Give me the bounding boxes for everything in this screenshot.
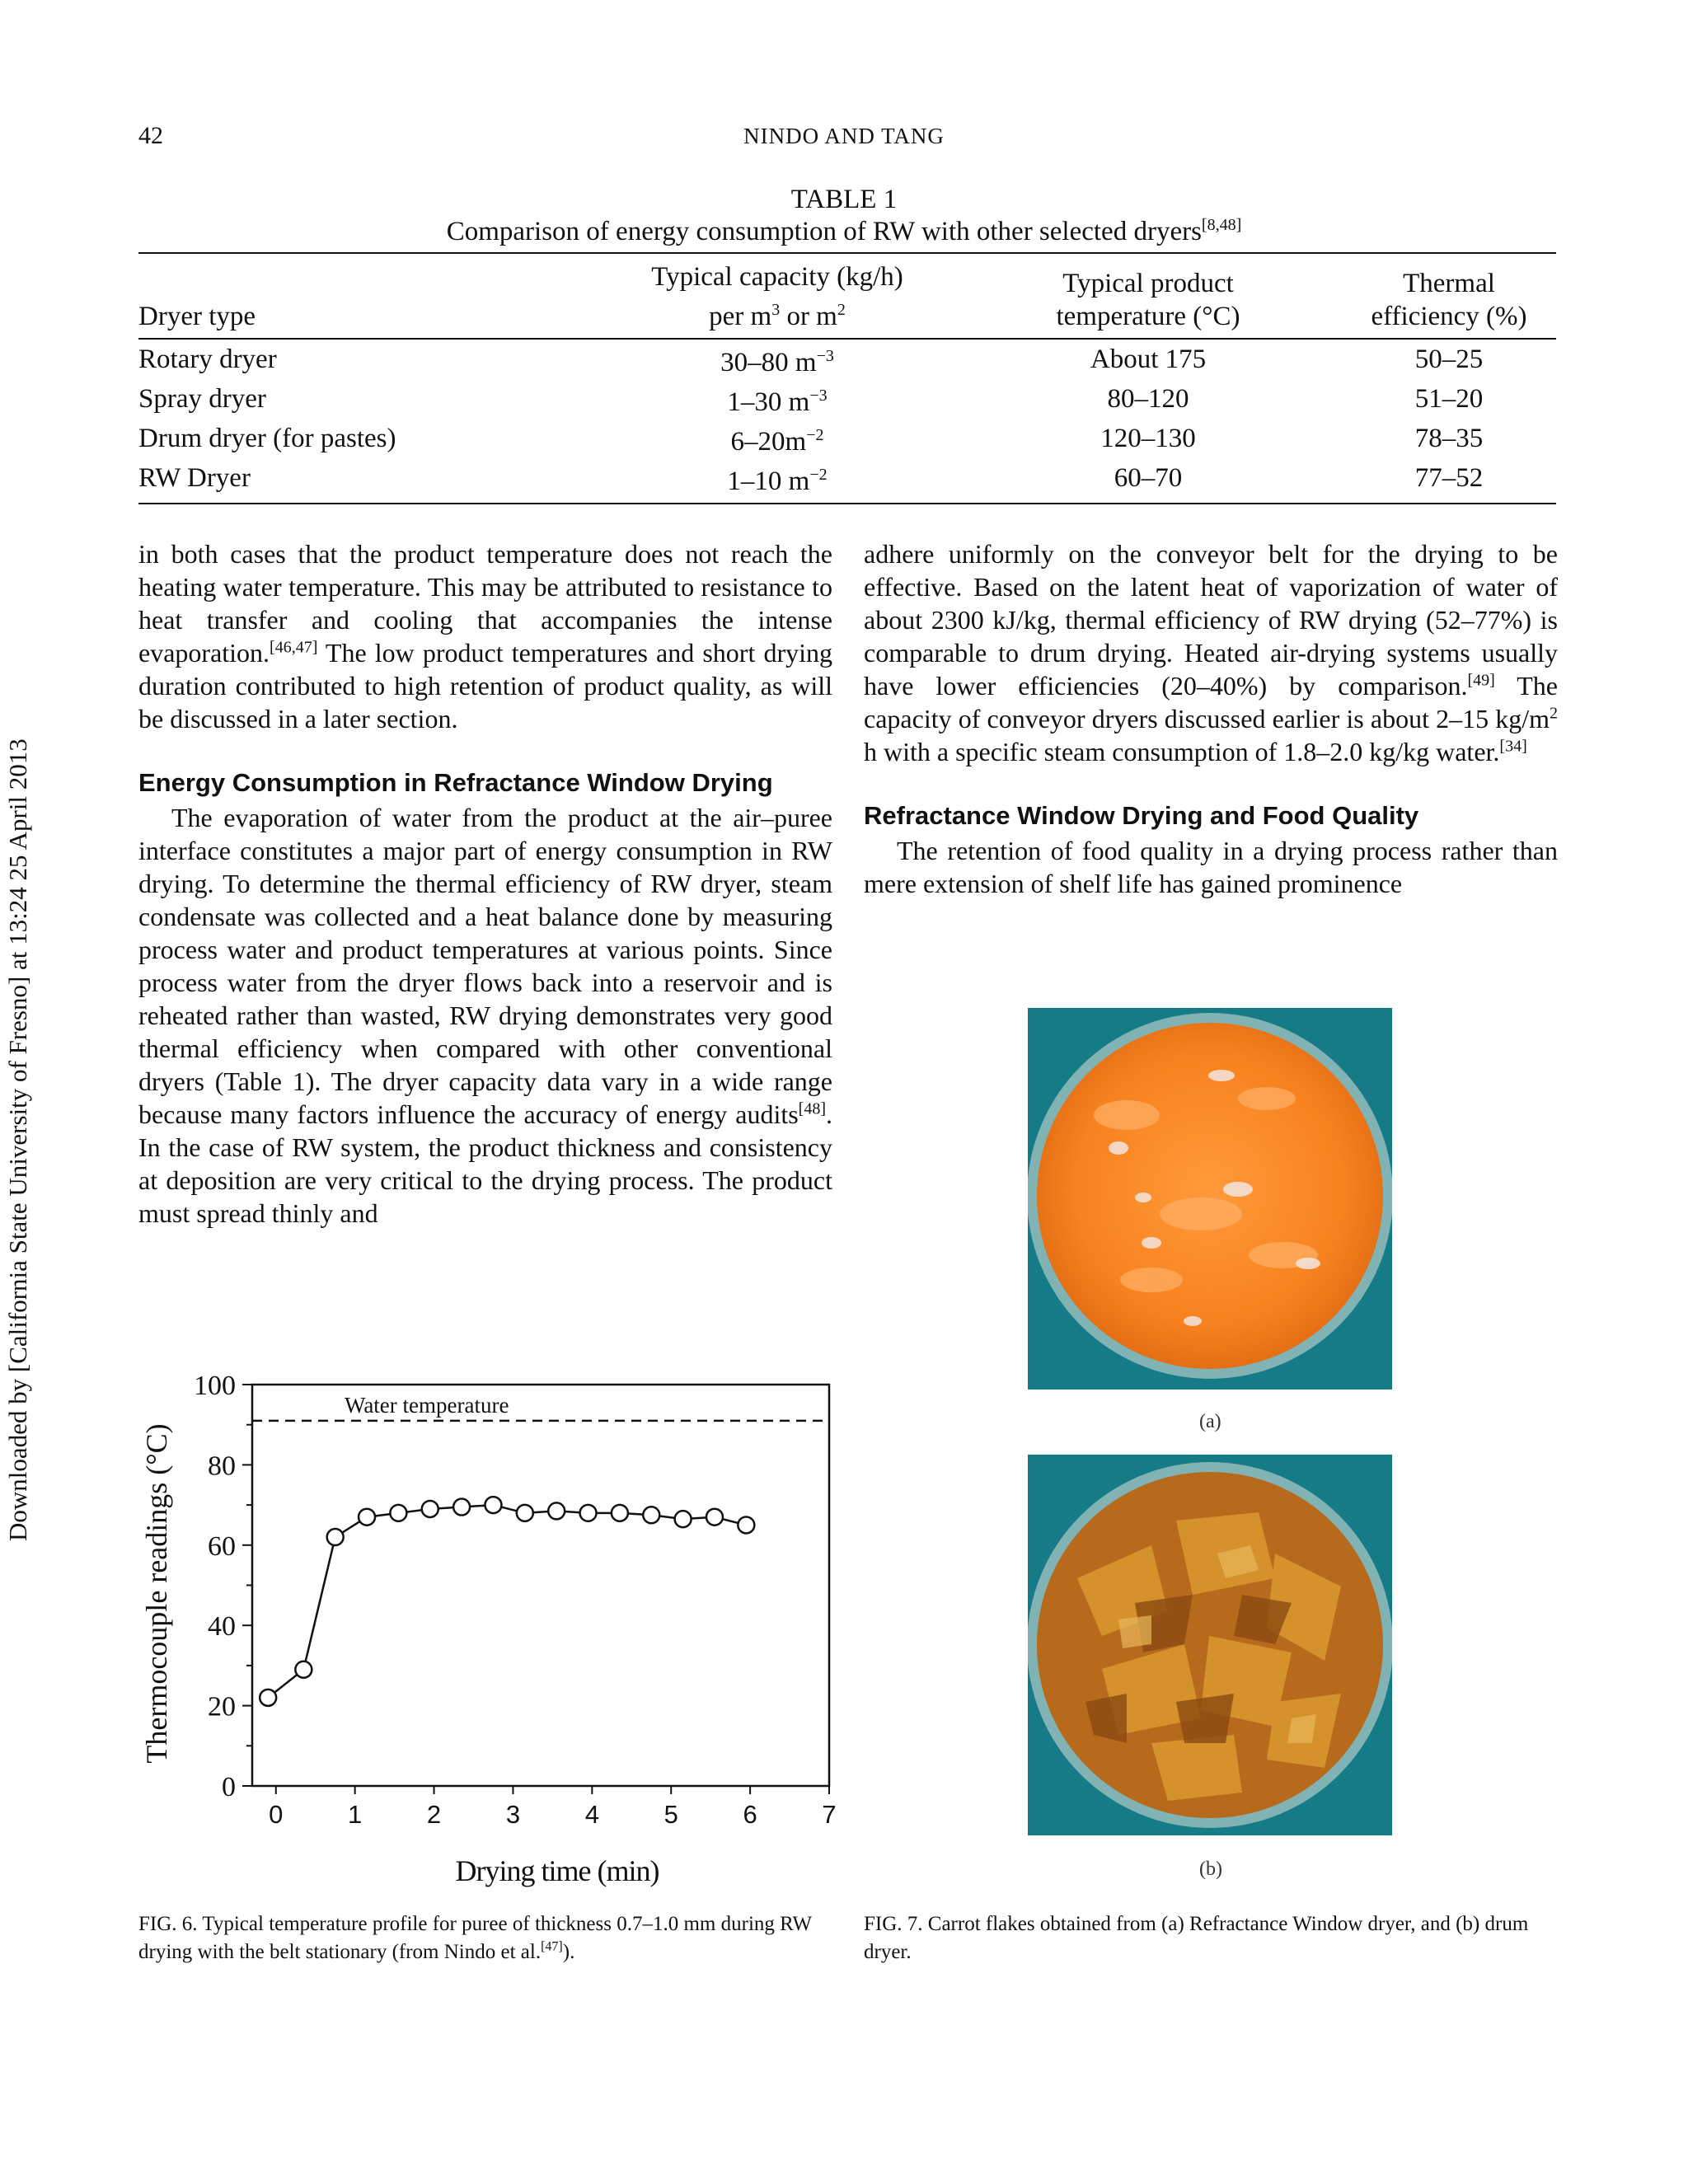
data-point xyxy=(422,1501,438,1517)
table-row: Rotary dryer 30–80 $m^{-3}$ About 175 50–25 xyxy=(138,344,1484,377)
header-efficiency: Thermal efficiency (%) xyxy=(1371,269,1527,331)
table-row: RW Dryer 1–10 $m^{-2}$ 60–70 77–52 xyxy=(138,463,1484,496)
table-header-row xyxy=(138,260,1556,338)
carrot-flakes-drum-photo xyxy=(1028,1455,1392,1835)
data-point xyxy=(453,1499,470,1516)
download-note xyxy=(3,738,36,1574)
data-point xyxy=(295,1661,312,1678)
data-point xyxy=(390,1505,406,1521)
paragraph: in both cases that the product temperature does not reach the heating water temperature. This may be attributed to resistance to heat transfer and cooling that accompanies the intense evaporation.[46,47] The low product temperatures and short drying duration contributed to high retention of product quality, as will be discussed in a later section. xyxy=(138,539,832,733)
y-tick-label: 60 xyxy=(208,1530,236,1562)
water-temperature-label: Water temperature xyxy=(345,1392,509,1418)
fig6-chart xyxy=(132,1360,841,1896)
data-point xyxy=(260,1690,276,1706)
fig7a-label: (a) xyxy=(1199,1411,1221,1432)
table-top-rule xyxy=(138,252,1556,254)
fig7b-label: (b) xyxy=(1199,1858,1222,1880)
data-point xyxy=(359,1509,375,1526)
y-tick-label: 20 xyxy=(208,1691,236,1722)
data-point xyxy=(738,1516,754,1533)
carrot-flakes-rw-photo xyxy=(1028,1008,1392,1390)
y-tick-label: 100 xyxy=(194,1371,236,1401)
left-column xyxy=(138,537,832,1230)
header-dryer-type: Dryer type xyxy=(138,302,256,331)
x-tick-label: 3 xyxy=(505,1800,521,1829)
paragraph: The retention of food quality in a drying process rather than mere extension of shelf life has gained prominence xyxy=(864,836,1558,898)
fig7-caption: FIG. 7. Carrot flakes obtained from (a) Refractance Window dryer, and (b) drum dryer. xyxy=(864,1913,1529,1963)
fig6-caption: FIG. 6. Typical temperature profile for puree of thickness 0.7–1.0 mm during RW drying with the belt stationary (from Nindo et al.[47]). xyxy=(138,1913,812,1963)
table-caption xyxy=(0,216,1688,247)
data-point xyxy=(517,1505,533,1521)
paragraph: adhere uniformly on the conveyor belt for the drying to be effective. Based on the latent heat of vaporization of water of about 2300 kJ/kg, thermal efficiency of RW drying (52–77%) is comparable to drum drying. Heated air-drying systems usually have lower efficiencies (20–40%) by comparison.[49] The capacity of conveyor dryers discussed earlier is about 2–15 $kg/m^2$ h with a specific steam consumption of 1.8–2.0 kg/kg water.[34] xyxy=(864,539,1558,766)
page-number: 42 xyxy=(138,122,163,149)
data-point xyxy=(612,1505,628,1521)
data-point xyxy=(675,1511,692,1527)
x-tick-label: 6 xyxy=(743,1800,757,1829)
table-caption-ref: [8,48] xyxy=(1201,216,1242,234)
x-tick-label: 7 xyxy=(822,1800,837,1829)
data-point xyxy=(706,1509,723,1526)
right-column xyxy=(864,537,1558,900)
y-tick-label: 0 xyxy=(222,1772,236,1802)
data-point xyxy=(643,1507,659,1523)
table-row: Spray dryer 1–30 $m^{-3}$ 80–120 51–20 xyxy=(138,384,1484,417)
section-heading-quality: Refractance Window Drying and Food Quality xyxy=(864,801,1419,830)
header-temperature: Typical product temperature (°C) xyxy=(1056,269,1240,331)
data-point xyxy=(580,1505,597,1521)
header-capacity: Typical capacity (kg/h) per $m^3$ or $m^2$ xyxy=(651,262,903,331)
x-axis-label: Drying time (min) xyxy=(455,1854,659,1887)
x-tick-label: 2 xyxy=(426,1800,442,1829)
data-point xyxy=(327,1529,344,1545)
plot-frame xyxy=(252,1385,829,1786)
download-note-text: Downloaded by [California State University of Fresno] at 13:24 25 April 2013 xyxy=(3,738,32,1541)
section-heading-energy: Energy Consumption in Refractance Window Drying xyxy=(138,768,773,797)
y-tick-label: 80 xyxy=(208,1451,236,1482)
x-tick-label: 5 xyxy=(663,1800,678,1829)
data-point xyxy=(485,1497,501,1513)
table-1 xyxy=(138,260,1556,504)
x-tick-label: 4 xyxy=(584,1800,599,1829)
y-axis-label: Thermocouple readings (°C) xyxy=(140,1423,173,1764)
x-tick-label: 1 xyxy=(348,1800,363,1829)
paragraph: The evaporation of water from the product at the air–puree interface constitutes a major part of energy consumption in RW drying. To determine the thermal efficiency of RW dryer, steam condensate was collected and a heat balance done by measuring process water and product temperatures at various points. Since process water from the dryer flows back into a reservoir and is reheated rather than wasted, RW drying demonstrates very good thermal efficiency when compared with other conventional dryers (Table 1). The dryer capacity data vary in a wide range because many factors influence the accuracy of energy audits[48]. In the case of RW system, the product thickness and consistency at deposition are very critical to the drying process. The product must spread thinly and xyxy=(138,803,832,1228)
running-head: NINDO AND TANG xyxy=(743,124,945,148)
table-row: Drum dryer (for pastes) $6-20m^{-2}$ 120–130 78–35 xyxy=(138,424,1484,457)
y-tick-label: 40 xyxy=(208,1611,236,1643)
x-tick-label: 0 xyxy=(269,1800,284,1829)
table-caption-text: Comparison of energy consumption of RW with other selected dryers xyxy=(446,217,1202,246)
table-label: TABLE 1 xyxy=(790,185,898,214)
data-point xyxy=(548,1502,565,1519)
